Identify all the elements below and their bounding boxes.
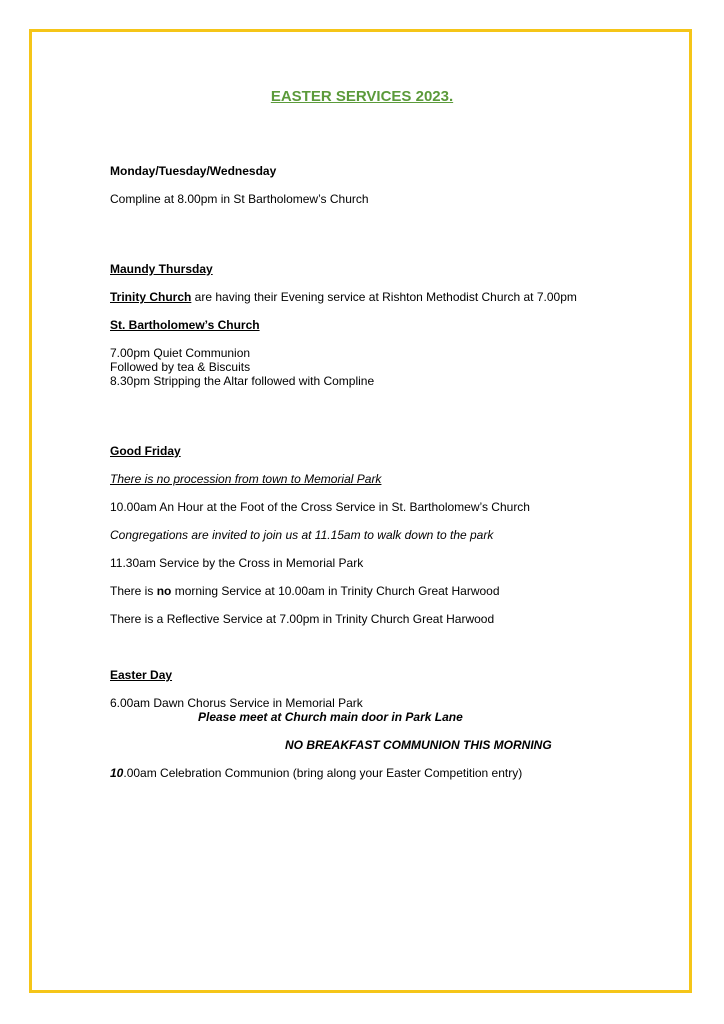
section-heading-mon-wed: Monday/Tuesday/Wednesday: [110, 164, 277, 178]
no-morning-line: [110, 584, 500, 598]
celebration-rest: .00am Celebration Communion (bring along your Easter Competition entry): [123, 766, 523, 780]
trinity-church-name: Trinity Church: [110, 290, 192, 304]
celebration-line: [110, 766, 522, 780]
no-breakfast-line: NO BREAKFAST COMMUNION THIS MORNING: [285, 738, 552, 752]
compline-line: Compline at 8.00pm in St Bartholomew’s Church: [110, 192, 369, 206]
maundy-line: 8.30pm Stripping the Altar followed with Compline: [110, 374, 375, 388]
section-heading-good-friday: Good Friday: [110, 444, 181, 458]
maundy-line: 7.00pm Quiet Communion: [110, 346, 251, 360]
section-heading-easter-day: Easter Day: [110, 668, 173, 682]
no-morning-pre: There is: [110, 584, 157, 598]
section-heading-maundy: Maundy Thursday: [110, 262, 213, 276]
no-procession-line: There is no procession from town to Memorial Park: [110, 472, 382, 486]
no-morning-bold: no: [156, 584, 172, 598]
no-morning-post: morning Service at 10.00am in Trinity Church Great Harwood: [171, 584, 500, 598]
by-cross-line: 11.30am Service by the Cross in Memorial Park: [110, 556, 364, 570]
hour-foot-line: 10.00am An Hour at the Foot of the Cross Service in St. Bartholomew’s Church: [110, 500, 530, 514]
maundy-line: Followed by tea & Biscuits: [110, 360, 251, 374]
reflective-line: There is a Reflective Service at 7.00pm in Trinity Church Great Harwood: [110, 612, 495, 626]
page-title: EASTER SERVICES 2023.: [270, 88, 454, 105]
meet-line: Please meet at Church main door in Park Lane: [198, 710, 463, 724]
dawn-line: 6.00am Dawn Chorus Service in Memorial Park: [110, 696, 363, 710]
celebration-bold: 10: [110, 766, 124, 780]
invite-line: Congregations are invited to join us at 11.15am to walk down to the park: [110, 528, 494, 542]
trinity-maundy-line: [110, 290, 577, 304]
trinity-maundy-text: are having their Evening service at Rishton Methodist Church at 7.00pm: [191, 290, 577, 304]
st-bartholomews-heading: St. Bartholomew’s Church: [110, 318, 260, 332]
